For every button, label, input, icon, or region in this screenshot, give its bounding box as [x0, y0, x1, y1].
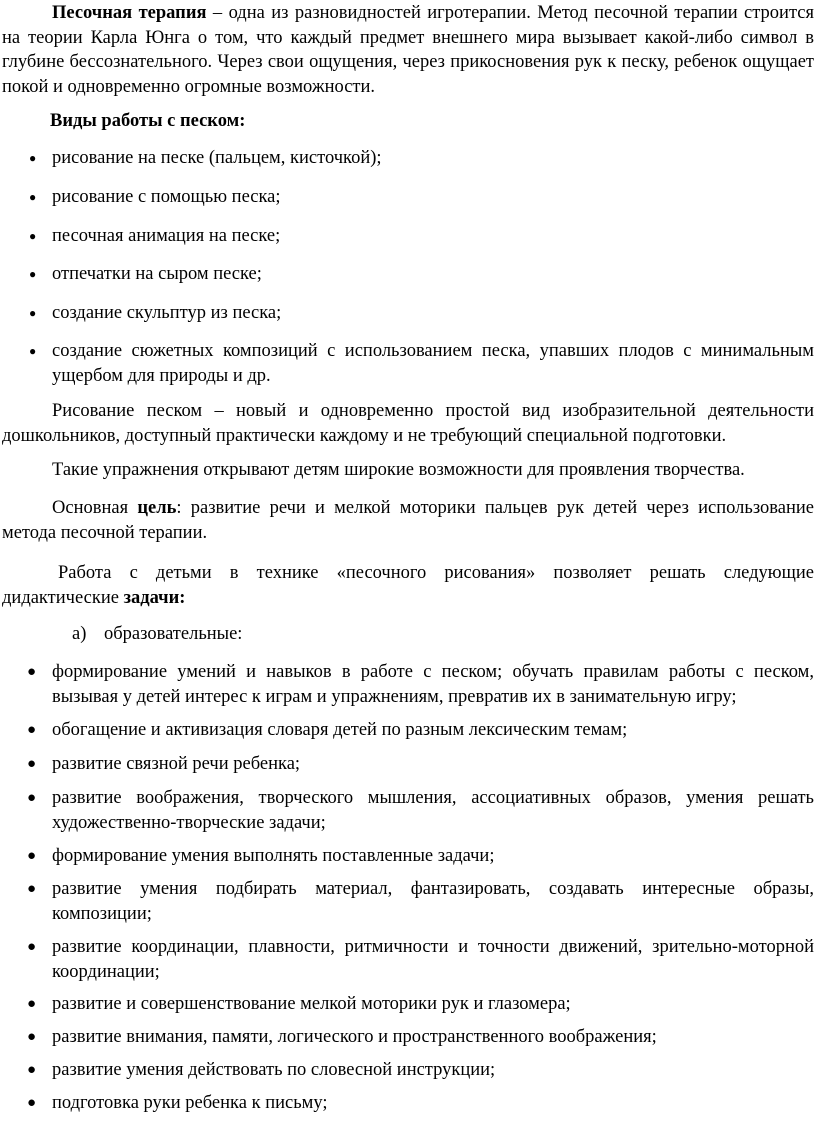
bullet-icon: ● — [27, 722, 37, 738]
bullet-icon: ● — [27, 756, 37, 772]
tasks-paragraph: Работа с детьми в технике «песочного рисования» позволяет решать следующие дидактические задачи: — [2, 563, 814, 608]
tasks-word: задачи: — [123, 587, 186, 608]
list-item: ● развитие внимания, памяти, логического и пространственного воображения; — [52, 1025, 814, 1050]
bullet-icon: ● — [29, 267, 37, 281]
bullet-icon: ● — [27, 1062, 37, 1078]
educational-subheading: а) образовательные: — [72, 624, 243, 644]
goal-word: цель — [137, 498, 177, 518]
list-item: ● песочная анимация на песке; — [52, 224, 814, 249]
list-item: ● формирование умения выполнять поставленные задачи; — [52, 844, 814, 869]
bullet-icon: ● — [29, 151, 37, 165]
bullet-icon: ● — [27, 1029, 37, 1045]
bullet-icon: ● — [27, 1095, 37, 1111]
intro-term: Песочная терапия — [52, 3, 207, 23]
list-item: ● развитие связной речи ребенка; — [52, 752, 814, 777]
bullet-icon: ● — [27, 939, 37, 955]
list-item: ● отпечатки на сыром песке; — [52, 262, 814, 287]
list-item: ● обогащение и активизация словаря детей по разным лексическим темам; — [52, 718, 814, 743]
list-item: ● развитие умения действовать по словесной инструкции; — [52, 1058, 814, 1083]
intro-text: – одна из разновидностей игротерапии. Метод песочной терапии строится на теории Карла Юнга о том, что каждый предмет внешнего мира вызывает какой-либо символ в глубине бессознательного. Через свои ощущения, через прикосновения рук к песку, ребенок ощущает покой и одновременно огромные возможности. — [2, 3, 814, 97]
list-item: ● подготовка руки ребенка к письму; — [52, 1091, 814, 1116]
list-item: ● формирование умений и навыков в работе с песком; обучать правилам работы с песком, вызывая у детей интерес к играм и упражнениям, превратив их в занимательную игру; — [27, 662, 814, 707]
list-item: ● развитие и совершенствование мелкой моторики рук и глазомера; — [52, 992, 814, 1017]
bullet-icon: ● — [27, 664, 37, 680]
goal-paragraph: Основная цель: развитие речи и мелкой моторики пальцев рук детей через использование метода песочной терапии. — [2, 498, 815, 543]
list-item: ● развитие умения подбирать материал, фантазировать, создавать интересные образы, композиции; — [27, 879, 814, 924]
list-item: ● создание скульптур из песка; — [52, 301, 814, 326]
list-item: ● создание сюжетных композиций с использованием песка, упавших плодов с минимальным ущербом для природы и др. — [29, 341, 814, 386]
types-heading: Виды работы с песком: — [50, 111, 246, 131]
bullet-icon: ● — [27, 848, 37, 864]
bullet-icon: ● — [27, 996, 37, 1012]
list-item: ● развитие координации, плавности, ритмичности и точности движений, зрительно-моторной координации; — [27, 937, 814, 982]
list-item: ● рисование с помощью песка; — [52, 185, 814, 210]
bullet-icon: ● — [29, 306, 37, 320]
drawing-paragraph: Рисование песком – новый и одновременно простой вид изобразительной деятельности дошкольников, доступный практически каждому и не требующий специальной подготовки. — [2, 401, 814, 446]
bullet-icon: ● — [29, 229, 37, 243]
intro-paragraph — [2, 1, 814, 99]
bullet-icon: ● — [29, 344, 37, 358]
bullet-icon: ● — [29, 190, 37, 204]
bullet-icon: ● — [27, 790, 37, 806]
exercises-paragraph: Такие упражнения открывают детям широкие возможности для проявления творчества. — [52, 460, 745, 480]
list-item: ● развитие воображения, творческого мышления, ассоциативных образов, умения решать художественно-творческие задачи; — [27, 788, 814, 833]
list-item: ● рисование на песке (пальцем, кисточкой); — [52, 146, 814, 171]
bullet-icon: ● — [27, 881, 37, 897]
